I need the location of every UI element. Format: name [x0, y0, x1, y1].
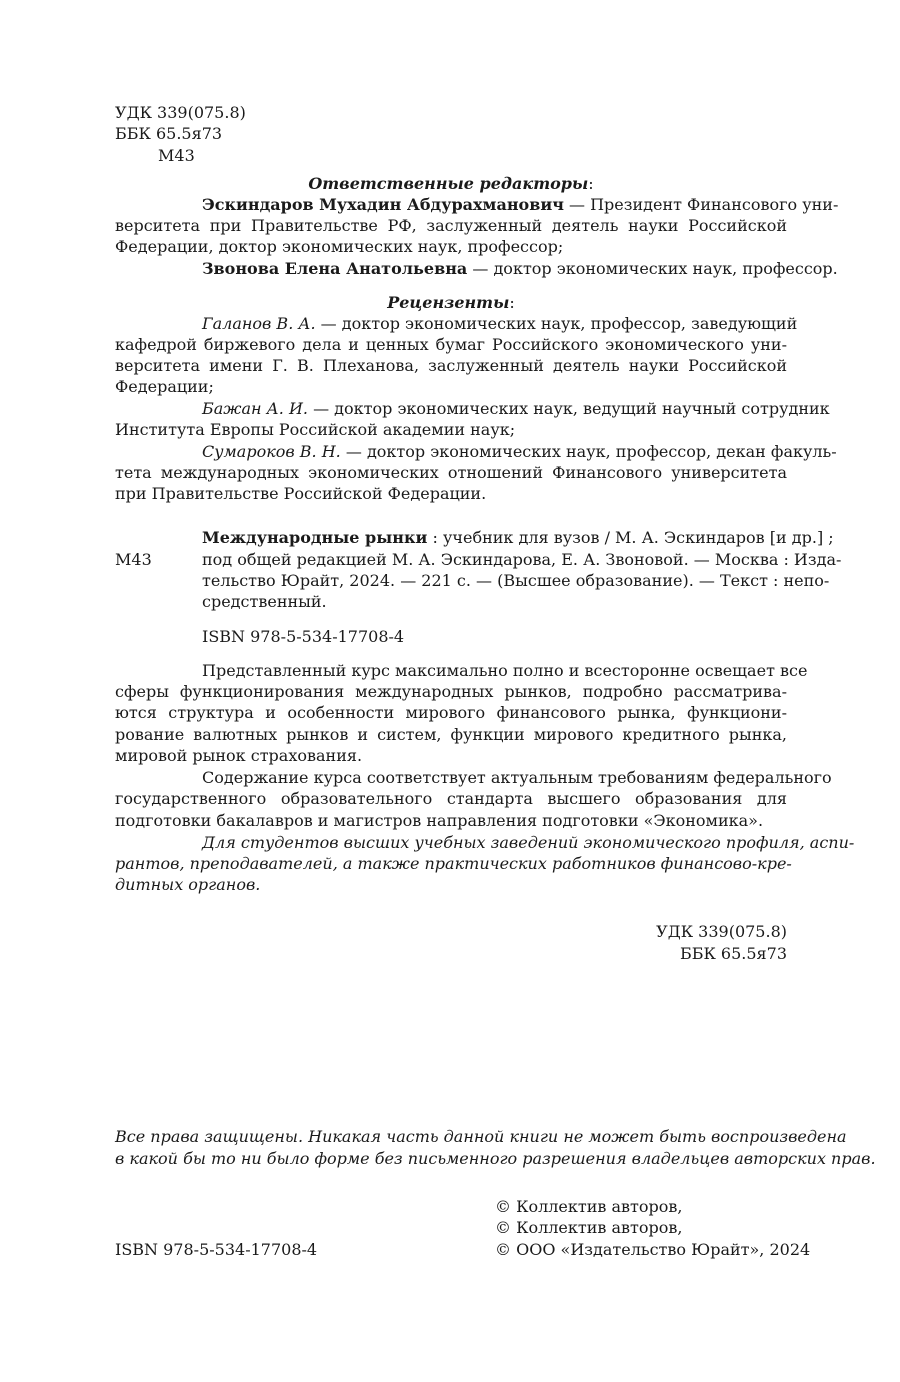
bib-margin-mark: М43: [115, 550, 152, 569]
editors-heading: Ответственные редакторы:: [308, 174, 594, 193]
annotation-p3-line-3: дитных органов.: [115, 875, 261, 894]
reviewer-3-line-2: тета международных экономических отношений Финансового университета: [115, 463, 787, 482]
bbk-code: ББК 65.5я73: [115, 124, 223, 143]
bib-line-2: под общей редакцией М. А. Эскиндарова, Е. А. Звоновой. — Москва : Изда-: [202, 550, 842, 569]
annotation-p2-line-2: государственного образовательного стандарта высшего образования для: [115, 789, 787, 808]
copyright-line-1: © Коллектив авторов,: [495, 1197, 683, 1216]
reviewer-1-line-2: кафедрой биржевого дела и ценных бумаг Российского экономического уни-: [115, 335, 787, 354]
reviewer-3-line-1: Сумароков В. Н. — доктор экономических наук, профессор, декан факуль-: [202, 442, 837, 461]
bib-line-1: Международные рынки : учебник для вузов / М. А. Эскиндаров [и др.] ;: [202, 528, 834, 547]
copyright-line-2: © Коллектив авторов,: [495, 1218, 683, 1237]
copyright-isbn: ISBN 978-5-534-17708-4: [115, 1240, 318, 1259]
reviewers-heading: Рецензенты:: [387, 293, 515, 312]
annotation-p2-line-3: подготовки бакалавров и магистров направления подготовки «Экономика».: [115, 811, 764, 830]
editor-1-line-3: Федерации, доктор экономических наук, профессор;: [115, 237, 564, 256]
bib-line-3: тельство Юрайт, 2024. — 221 с. — (Высшее образование). — Текст : непо-: [202, 571, 830, 590]
reviewer-1-line-4: Федерации;: [115, 377, 214, 396]
annotation-p3-line-2: рантов, преподавателей, а также практических работников финансово-кре-: [115, 854, 792, 873]
editor-1-line-1: Эскиндаров Мухадин Абдурахманович — Президент Финансового уни-: [202, 195, 839, 214]
footer-udk: УДК 339(075.8): [656, 922, 787, 941]
reviewer-2-line-2: Института Европы Российской академии наук;: [115, 420, 516, 439]
annotation-p1-line-4: рование валютных рынков и систем, функции мирового кредитного рынка,: [115, 725, 787, 744]
reviewer-1-line-1: Галанов В. А. — доктор экономических наук, профессор, заведующий: [202, 314, 798, 333]
annotation-p1-line-1: Представленный курс максимально полно и всесторонне освещает все: [202, 661, 808, 680]
annotation-p1-line-2: сферы функционирования международных рынков, подробно рассматрива-: [115, 682, 787, 701]
editor-1-line-2: верситета при Правительстве РФ, заслуженный деятель науки Российской: [115, 216, 787, 235]
bib-line-4: средственный.: [202, 592, 327, 611]
rights-line-1: Все права защищены. Никакая часть данной книги не может быть воспроизведена: [115, 1127, 847, 1146]
reviewer-2-line-1: Бажан А. И. — доктор экономических наук, ведущий научный сотрудник: [202, 399, 830, 418]
udk-code: УДК 339(075.8): [115, 103, 246, 122]
copyright-line-3: © ООО «Издательство Юрайт», 2024: [495, 1240, 811, 1259]
annotation-p3-line-1: Для студентов высших учебных заведений экономического профиля, аспи-: [202, 833, 855, 852]
annotation-p1-line-3: ются структура и особенности мирового финансового рынка, функциони-: [115, 703, 787, 722]
footer-bbk: ББК 65.5я73: [679, 944, 787, 963]
bib-isbn: ISBN 978-5-534-17708-4: [202, 627, 405, 646]
annotation-p2-line-1: Содержание курса соответствует актуальным требованиям федерального: [202, 768, 832, 787]
editor-2-line-1: Звонова Елена Анатольевна — доктор экономических наук, профессор.: [202, 259, 838, 278]
reviewer-3-line-3: при Правительстве Российской Федерации.: [115, 484, 487, 503]
annotation-p1-line-5: мировой рынок страхования.: [115, 746, 363, 765]
rights-line-2: в какой бы то ни было форме без письменного разрешения владельцев авторских прав.: [115, 1149, 876, 1168]
reviewer-1-line-3: верситета имени Г. В. Плеханова, заслуженный деятель науки Российской: [115, 356, 787, 375]
author-mark: М43: [158, 146, 195, 165]
